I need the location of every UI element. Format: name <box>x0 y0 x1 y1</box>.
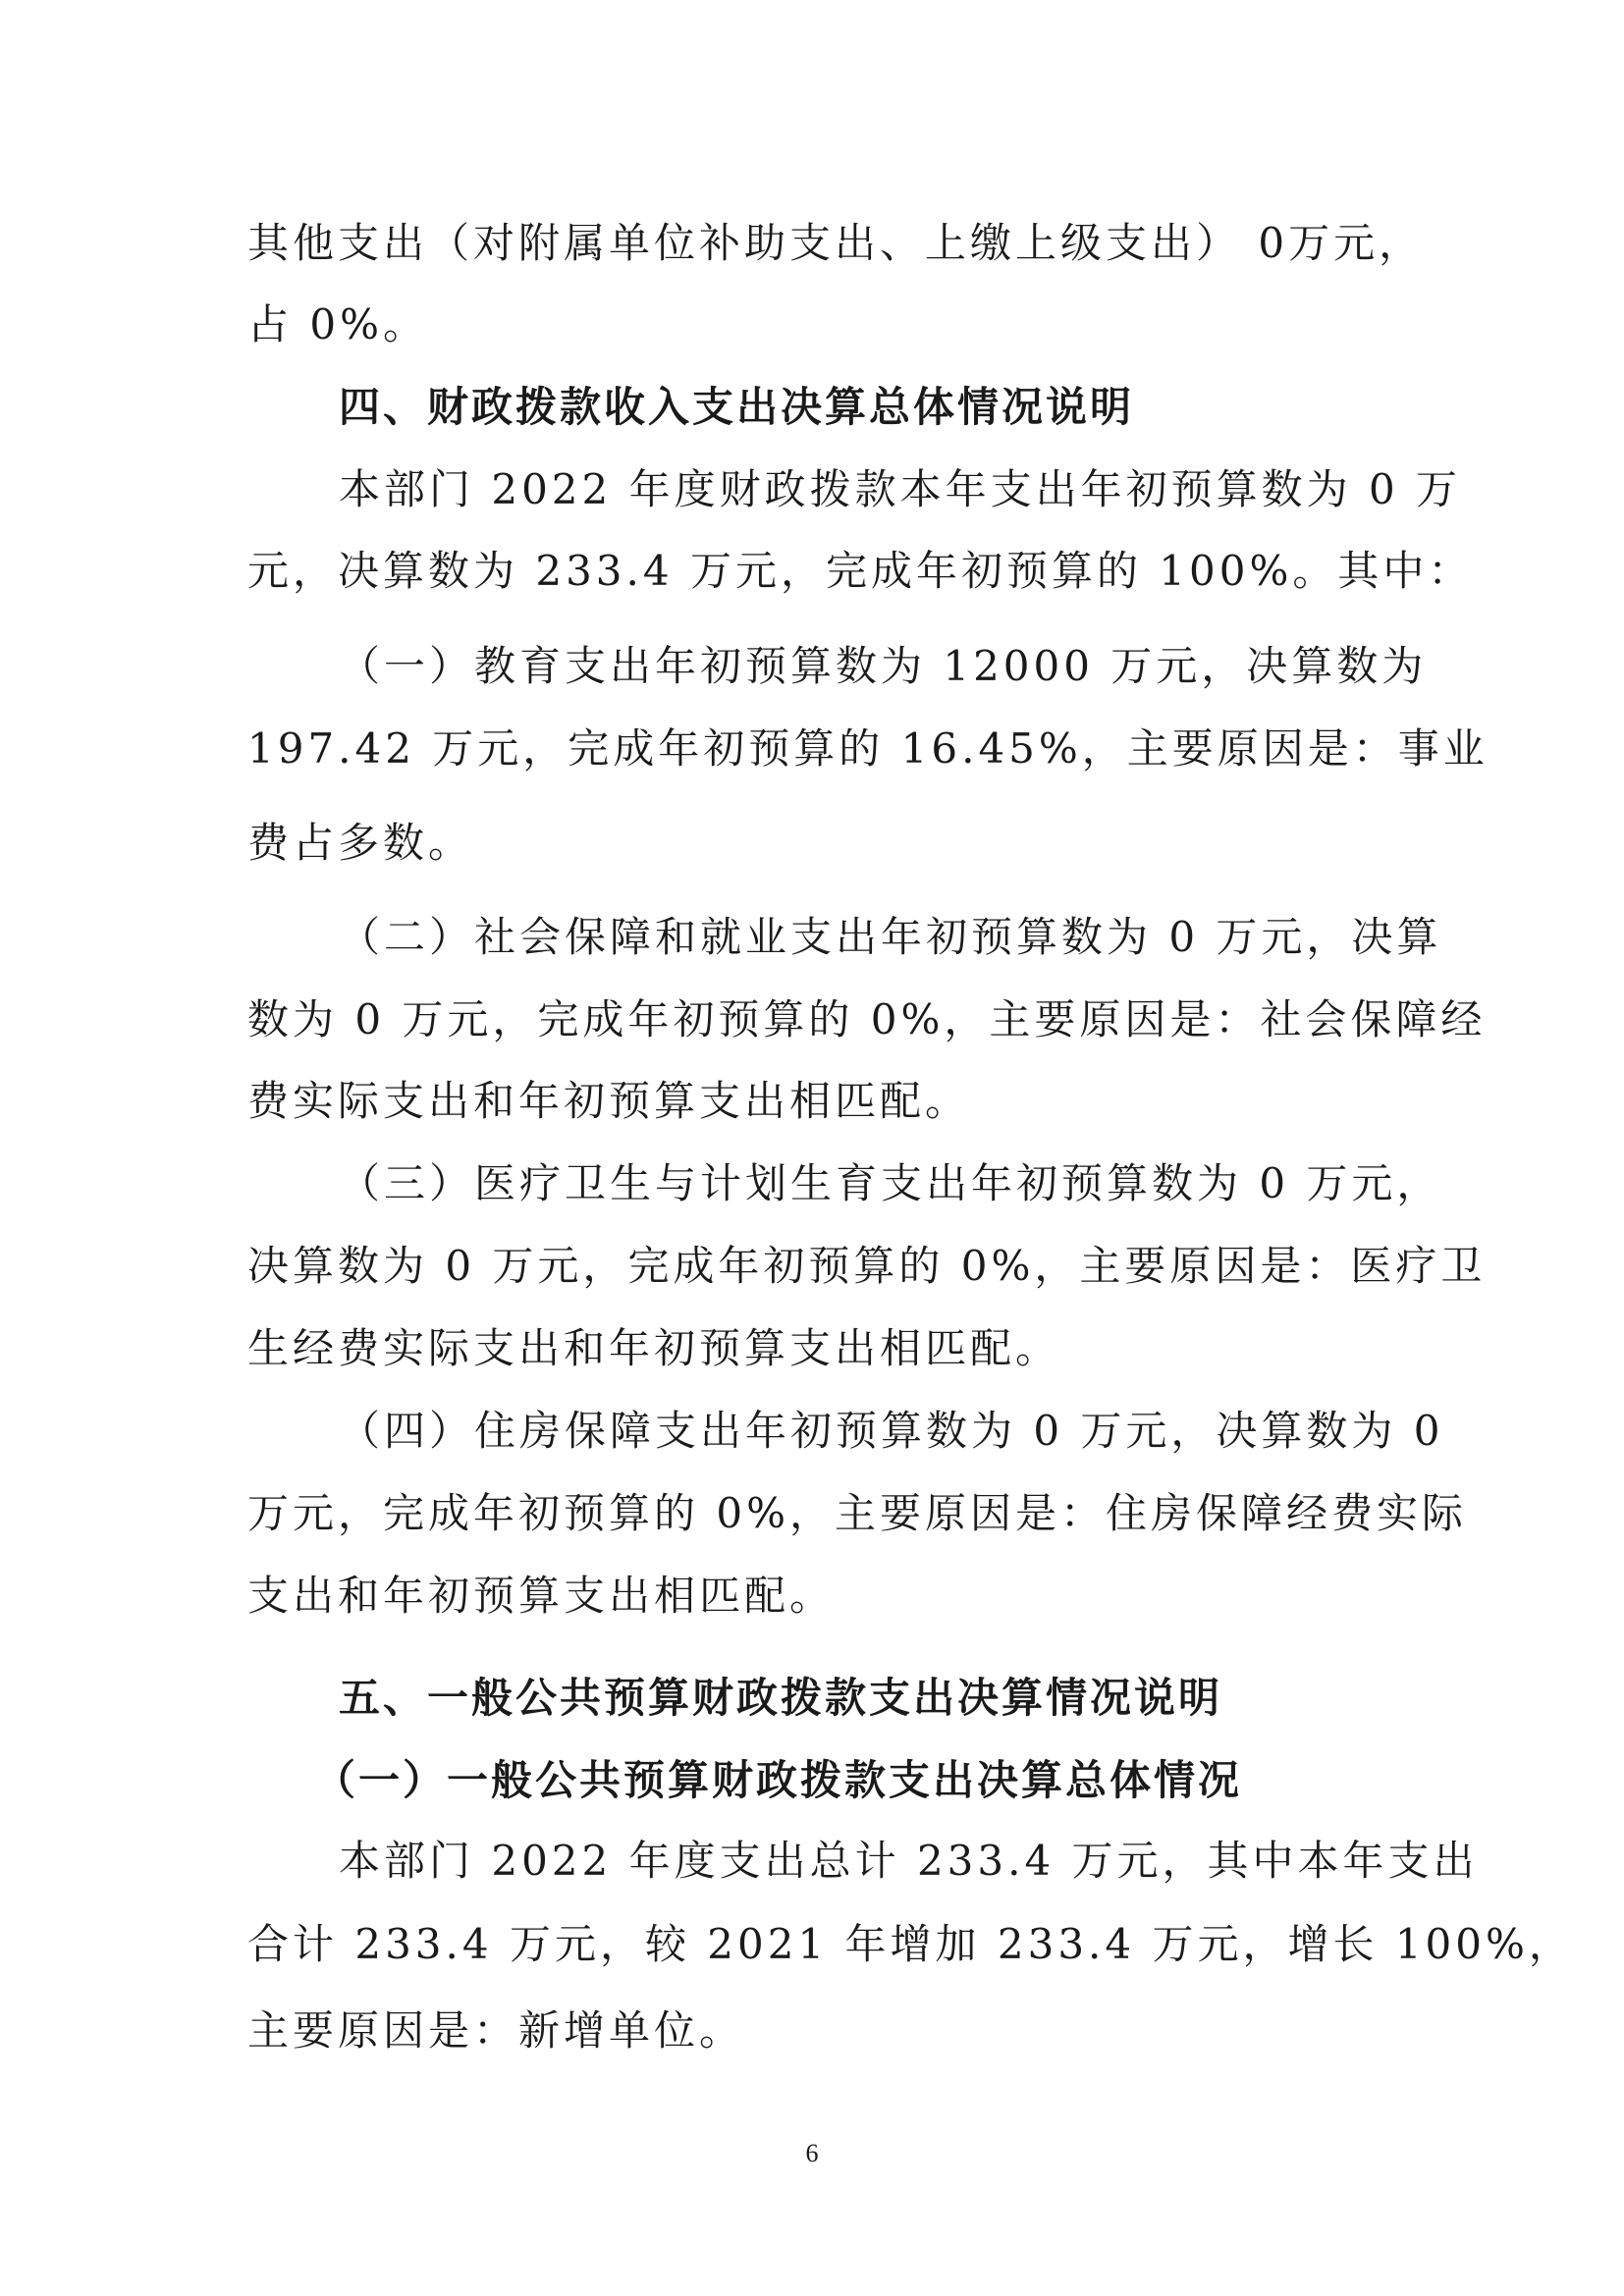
body-text-line: 数为 0 万元，完成年初预算的 0%，主要原因是：社会保障经 <box>247 995 1487 1043</box>
section-heading: 四、财政拨款收入支出决算总体情况说明 <box>339 383 1135 431</box>
body-text-line: 决算数为 0 万元，完成年初预算的 0%，主要原因是：医疗卫 <box>247 1242 1487 1290</box>
body-text-line: （三）医疗卫生与计划生育支出年初预算数为 0 万元， <box>339 1159 1442 1207</box>
body-text-line: 万元，完成年初预算的 0%，主要原因是：住房保障经费实际 <box>247 1489 1467 1537</box>
body-text-line: 费占多数。 <box>247 819 474 867</box>
body-text-line: 合计 233.4 万元，较 2021 年增加 233.4 万元，增长 100%， <box>247 1920 1574 1968</box>
body-text-line: 本部门 2022 年度财政拨款本年支出年初预算数为 0 万 <box>339 465 1462 513</box>
page-number: 6 <box>805 2139 819 2167</box>
body-text-line: 本部门 2022 年度支出总计 233.4 万元，其中本年支出 <box>339 1837 1479 1885</box>
section-heading: 五、一般公共预算财政拨款支出决算情况说明 <box>339 1674 1223 1722</box>
subsection-heading: （一）一般公共预算财政拨款支出决算总体情况 <box>314 1756 1243 1804</box>
body-text-line: 生经费实际支出和年初预算支出相匹配。 <box>247 1324 1061 1372</box>
body-text-line: 费实际支出和年初预算支出相匹配。 <box>247 1077 971 1125</box>
body-text-line: 其他支出（对附属单位补助支出、上缴上级支出） 0万元， <box>247 219 1425 267</box>
body-text-line: 主要原因是：新增单位。 <box>247 2006 745 2055</box>
body-text-line: 197.42 万元，完成年初预算的 16.45%，主要原因是：事业 <box>247 724 1489 773</box>
body-text-line: 元，决算数为 233.4 万元，完成年初预算的 100%。其中： <box>247 547 1474 595</box>
body-text-line: （一）教育支出年初预算数为 12000 万元，决算数为 <box>339 642 1428 690</box>
body-text-line: （四）住房保障支出年初预算数为 0 万元，决算数为 0 <box>339 1407 1444 1455</box>
body-text-line: 占 0%。 <box>247 300 428 348</box>
body-text-line: 支出和年初预算支出相匹配。 <box>247 1572 836 1620</box>
body-text-line: （二）社会保障和就业支出年初预算数为 0 万元，决算 <box>339 913 1442 961</box>
